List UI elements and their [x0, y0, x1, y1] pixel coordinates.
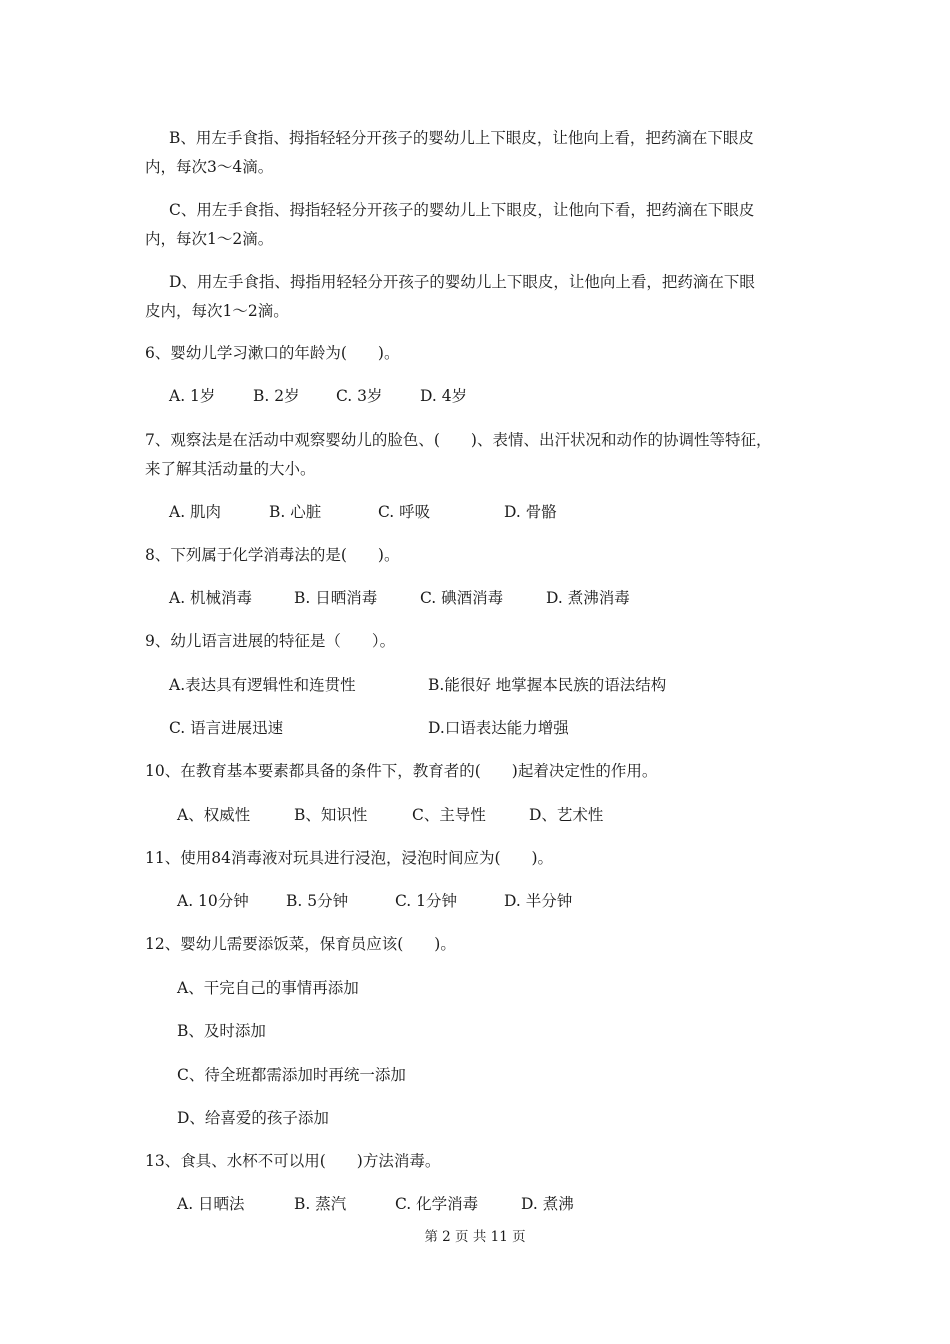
q13-option-a: A. 日晒法	[177, 1195, 245, 1213]
q7-option-d: D. 骨骼	[504, 503, 557, 521]
q13-stem: 13、食具、水杯不可以用( )方法消毒。	[145, 1152, 441, 1170]
q12-stem: 12、婴幼儿需要添饭菜，保育员应该( )。	[145, 935, 456, 953]
q9-option-b: B.能很好 地掌握本民族的语法结构	[428, 676, 667, 694]
q11-option-c: C. 1分钟	[395, 892, 458, 910]
q11-option-a: A. 10分钟	[177, 892, 249, 910]
q6-option-d: D. 4岁	[420, 387, 468, 405]
q11-stem: 11、使用84消毒液对玩具进行浸泡，浸泡时间应为( )。	[145, 849, 554, 867]
q8-option-a: A. 机械消毒	[169, 589, 253, 607]
q8-option-b: B. 日晒消毒	[294, 589, 378, 607]
q7-option-c: C. 呼吸	[378, 503, 431, 521]
q5-option-c-line2: 内，每次1～2滴。	[145, 230, 274, 248]
q10-option-d: D、艺术性	[529, 806, 604, 824]
q5-option-c-line1: C、用左手食指、拇指轻轻分开孩子的婴幼儿上下眼皮，让他向下看，把药滴在下眼皮	[169, 201, 755, 219]
q9-option-c: C. 语言进展迅速	[169, 719, 284, 737]
q6-option-c: C. 3岁	[336, 387, 383, 405]
q7-stem-line2: 来了解其活动量的大小。	[145, 460, 316, 478]
q13-option-c: C. 化学消毒	[395, 1195, 479, 1213]
q10-option-c: C、主导性	[412, 806, 486, 824]
q6-option-a: A. 1岁	[169, 387, 216, 405]
q6-option-b: B. 2岁	[253, 387, 300, 405]
q12-option-c: C、待全班都需添加时再统一添加	[177, 1066, 406, 1084]
q10-option-b: B、知识性	[294, 806, 368, 824]
q7-option-a: A. 肌肉	[169, 503, 222, 521]
q9-stem: 9、幼儿语言进展的特征是（ ）。	[145, 632, 396, 650]
q12-option-b: B、及时添加	[177, 1022, 266, 1040]
q6-stem: 6、婴幼儿学习漱口的年龄为( )。	[145, 344, 400, 362]
q9-option-a: A.表达具有逻辑性和连贯性	[169, 676, 356, 694]
q8-stem: 8、下列属于化学消毒法的是( )。	[145, 546, 400, 564]
q12-option-a: A、干完自己的事情再添加	[177, 979, 359, 997]
q9-option-d: D.口语表达能力增强	[428, 719, 569, 737]
q10-option-a: A、权威性	[177, 806, 251, 824]
q7-stem-line1: 7、观察法是在活动中观察婴幼儿的脸色、( )、表情、出汗状况和动作的协调性等特征，	[145, 431, 772, 449]
q13-option-d: D. 煮沸	[521, 1195, 574, 1213]
q5-option-d-line2: 皮内，每次1～2滴。	[145, 302, 289, 320]
q11-option-d: D. 半分钟	[504, 892, 573, 910]
q10-stem: 10、在教育基本要素都具备的条件下，教育者的( )起着决定性的作用。	[145, 762, 658, 780]
q8-option-c: C. 碘酒消毒	[420, 589, 504, 607]
q7-option-b: B. 心脏	[269, 503, 322, 521]
q5-option-d-line1: D、用左手食指、拇指用轻轻分开孩子的婴幼儿上下眼皮，让他向上看，把药滴在下眼	[169, 273, 755, 291]
q12-option-d: D、给喜爱的孩子添加	[177, 1109, 329, 1127]
q13-option-b: B. 蒸汽	[294, 1195, 347, 1213]
page-number-footer: 第 2 页 共 11 页	[424, 1229, 526, 1245]
q5-option-b-line2: 内，每次3～4滴。	[145, 158, 274, 176]
q11-option-b: B. 5分钟	[286, 892, 349, 910]
q5-option-b-line1: B、用左手食指、拇指轻轻分开孩子的婴幼儿上下眼皮，让他向上看，把药滴在下眼皮	[169, 129, 754, 147]
q8-option-d: D. 煮沸消毒	[546, 589, 630, 607]
